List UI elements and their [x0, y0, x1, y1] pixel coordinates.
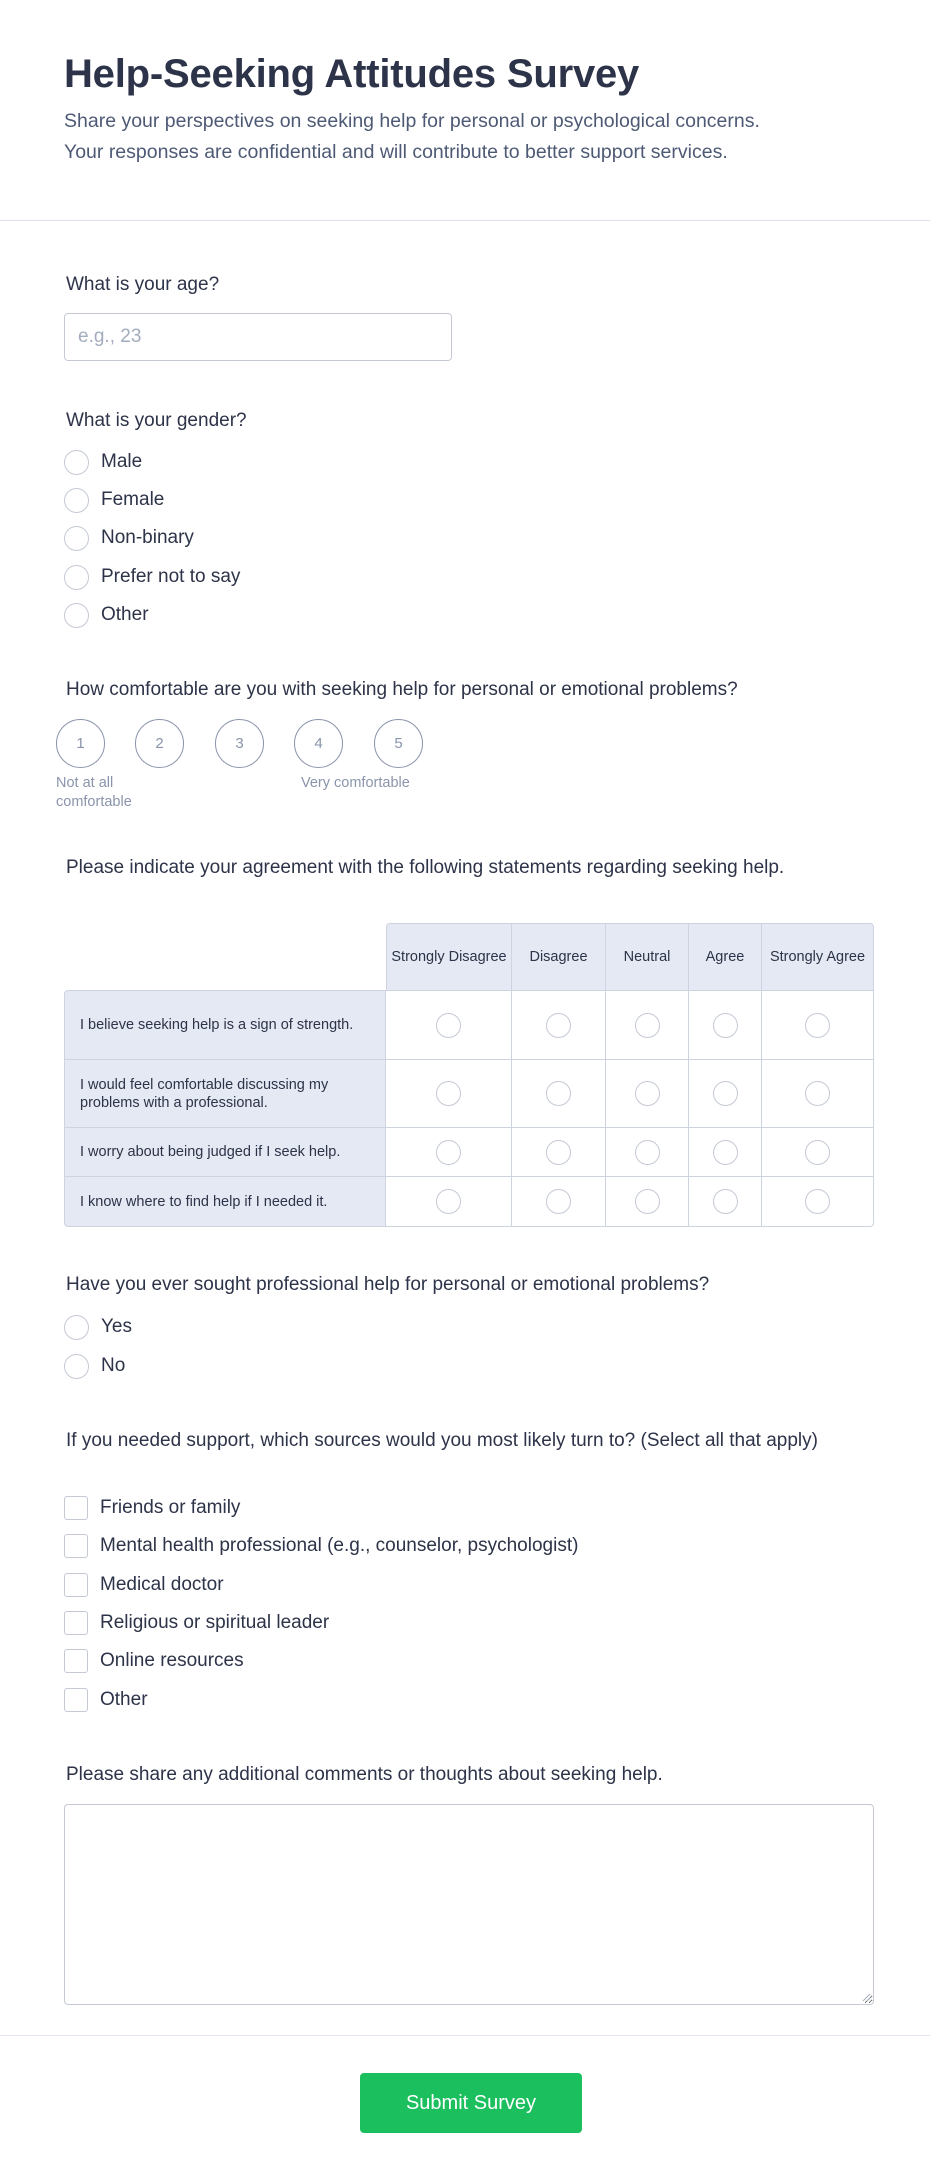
- option-label: No: [101, 1355, 126, 1376]
- matrix-cell[interactable]: [605, 990, 689, 1060]
- source-option-mental-health-professional[interactable]: [64, 1533, 578, 1559]
- sources-question-label: If you needed support, which sources would you most likely turn to? (Select all that apply): [66, 1430, 818, 1451]
- option-label: Friends or family: [100, 1497, 241, 1518]
- radio-button[interactable]: [713, 1013, 738, 1038]
- matrix-cell[interactable]: [605, 1176, 689, 1227]
- matrix-cell[interactable]: [511, 1176, 606, 1227]
- radio-button[interactable]: [805, 1140, 830, 1165]
- matrix-cell[interactable]: [385, 1127, 512, 1177]
- checkbox[interactable]: [64, 1688, 88, 1712]
- comfort-scale-option-4[interactable]: 4: [294, 719, 343, 768]
- checkbox[interactable]: [64, 1649, 88, 1673]
- matrix-cell[interactable]: [511, 990, 606, 1060]
- matrix-cell[interactable]: [761, 1176, 874, 1227]
- matrix-statement-2: I would feel comfortable discussing my problems with a professional.: [64, 1059, 386, 1128]
- matrix-cell[interactable]: [688, 990, 762, 1060]
- survey-header: [0, 0, 930, 221]
- resize-handle-icon[interactable]: [862, 1993, 871, 2002]
- matrix-header-strongly-disagree: Strongly Disagree: [386, 923, 512, 991]
- checkbox[interactable]: [64, 1611, 88, 1635]
- radio-button[interactable]: [546, 1189, 571, 1214]
- submit-survey-button[interactable]: Submit Survey: [360, 2073, 582, 2133]
- radio-button[interactable]: [64, 565, 89, 590]
- comfort-scale-option-1[interactable]: 1: [56, 719, 105, 768]
- option-label: Female: [101, 489, 165, 510]
- agreement-question-label: Please indicate your agreement with the following statements regarding seeking help.: [66, 857, 785, 878]
- page-subtitle-line-1: Share your perspectives on seeking help for personal or psychological concerns.: [64, 110, 760, 132]
- radio-button[interactable]: [635, 1189, 660, 1214]
- matrix-cell[interactable]: [385, 1059, 512, 1128]
- matrix-cell[interactable]: [688, 1176, 762, 1227]
- sought-help-option-yes[interactable]: [64, 1314, 132, 1340]
- matrix-cell[interactable]: [605, 1059, 689, 1128]
- radio-button[interactable]: [436, 1081, 461, 1106]
- radio-button[interactable]: [64, 526, 89, 551]
- footer-divider: [0, 2035, 930, 2036]
- radio-button[interactable]: [436, 1189, 461, 1214]
- option-label: Online resources: [100, 1650, 244, 1671]
- option-label: Other: [100, 1689, 148, 1710]
- radio-button[interactable]: [805, 1189, 830, 1214]
- option-label: Prefer not to say: [101, 566, 241, 587]
- radio-button[interactable]: [546, 1140, 571, 1165]
- option-label: Non-binary: [101, 527, 194, 548]
- radio-button[interactable]: [805, 1013, 830, 1038]
- source-option-medical-doctor[interactable]: [64, 1572, 224, 1598]
- sought-help-option-no[interactable]: [64, 1353, 125, 1379]
- gender-question-label: What is your gender?: [66, 410, 247, 431]
- comfort-scale-low-label: Not at all comfortable: [56, 775, 132, 810]
- radio-button[interactable]: [713, 1140, 738, 1165]
- source-option-other[interactable]: [64, 1687, 148, 1713]
- source-option-online-resources[interactable]: [64, 1648, 244, 1674]
- matrix-cell[interactable]: [761, 990, 874, 1060]
- matrix-cell[interactable]: [688, 1059, 762, 1128]
- comfort-question-label: How comfortable are you with seeking help for personal or emotional problems?: [66, 679, 738, 700]
- radio-button[interactable]: [546, 1013, 571, 1038]
- source-option-friends-family[interactable]: [64, 1495, 240, 1521]
- comfort-scale-option-5[interactable]: 5: [374, 719, 423, 768]
- radio-button[interactable]: [713, 1081, 738, 1106]
- option-label: Mental health professional (e.g., counselor, psychologist): [100, 1535, 579, 1556]
- matrix-header-agree: Agree: [688, 923, 762, 991]
- age-input[interactable]: [64, 313, 452, 361]
- option-label: Medical doctor: [100, 1574, 224, 1595]
- radio-button[interactable]: [635, 1081, 660, 1106]
- comfort-scale-high-label: Very comfortable: [301, 775, 410, 791]
- matrix-statement-4: I know where to find help if I needed it.: [64, 1176, 386, 1227]
- radio-button[interactable]: [64, 488, 89, 513]
- gender-option-other[interactable]: [64, 602, 149, 628]
- source-option-religious-leader[interactable]: [64, 1610, 329, 1636]
- comments-question-label: Please share any additional comments or thoughts about seeking help.: [66, 1764, 663, 1785]
- radio-button[interactable]: [436, 1140, 461, 1165]
- checkbox[interactable]: [64, 1496, 88, 1520]
- checkbox[interactable]: [64, 1573, 88, 1597]
- gender-option-non-binary[interactable]: [64, 525, 194, 551]
- option-label: Yes: [101, 1316, 132, 1337]
- comments-textarea[interactable]: [64, 1804, 874, 2005]
- page-subtitle-line-2: Your responses are confidential and will contribute to better support services.: [64, 141, 728, 163]
- gender-option-female[interactable]: [64, 487, 164, 513]
- radio-button[interactable]: [64, 603, 89, 628]
- radio-button[interactable]: [805, 1081, 830, 1106]
- age-question-label: What is your age?: [66, 274, 220, 295]
- option-label: Other: [101, 604, 149, 625]
- matrix-cell[interactable]: [605, 1127, 689, 1177]
- gender-option-male[interactable]: [64, 449, 142, 475]
- matrix-cell[interactable]: [511, 1059, 606, 1128]
- sought-help-question-label: Have you ever sought professional help for personal or emotional problems?: [66, 1274, 710, 1295]
- radio-button[interactable]: [64, 1315, 89, 1340]
- matrix-cell[interactable]: [761, 1127, 874, 1177]
- comfort-scale-option-2[interactable]: 2: [135, 719, 184, 768]
- radio-button[interactable]: [546, 1081, 571, 1106]
- page-title: Help-Seeking Attitudes Survey: [64, 52, 640, 96]
- matrix-cell[interactable]: [688, 1127, 762, 1177]
- matrix-cell[interactable]: [385, 990, 512, 1060]
- matrix-statement-3: I worry about being judged if I seek help.: [64, 1127, 386, 1177]
- matrix-header-strongly-agree: Strongly Agree: [761, 923, 874, 991]
- gender-option-prefer-not-to-say[interactable]: [64, 564, 240, 590]
- radio-button[interactable]: [436, 1013, 461, 1038]
- matrix-header-disagree: Disagree: [511, 923, 606, 991]
- radio-button[interactable]: [713, 1189, 738, 1214]
- matrix-statement-1: I believe seeking help is a sign of strength.: [64, 990, 386, 1060]
- matrix-cell[interactable]: [385, 1176, 512, 1227]
- matrix-cell[interactable]: [761, 1059, 874, 1128]
- radio-button[interactable]: [635, 1140, 660, 1165]
- option-label: Religious or spiritual leader: [100, 1612, 330, 1633]
- option-label: Male: [101, 451, 143, 472]
- radio-button[interactable]: [64, 450, 89, 475]
- comfort-scale-option-3[interactable]: 3: [215, 719, 264, 768]
- checkbox[interactable]: [64, 1534, 88, 1558]
- matrix-header-neutral: Neutral: [605, 923, 689, 991]
- matrix-cell[interactable]: [511, 1127, 606, 1177]
- radio-button[interactable]: [64, 1354, 89, 1379]
- radio-button[interactable]: [635, 1013, 660, 1038]
